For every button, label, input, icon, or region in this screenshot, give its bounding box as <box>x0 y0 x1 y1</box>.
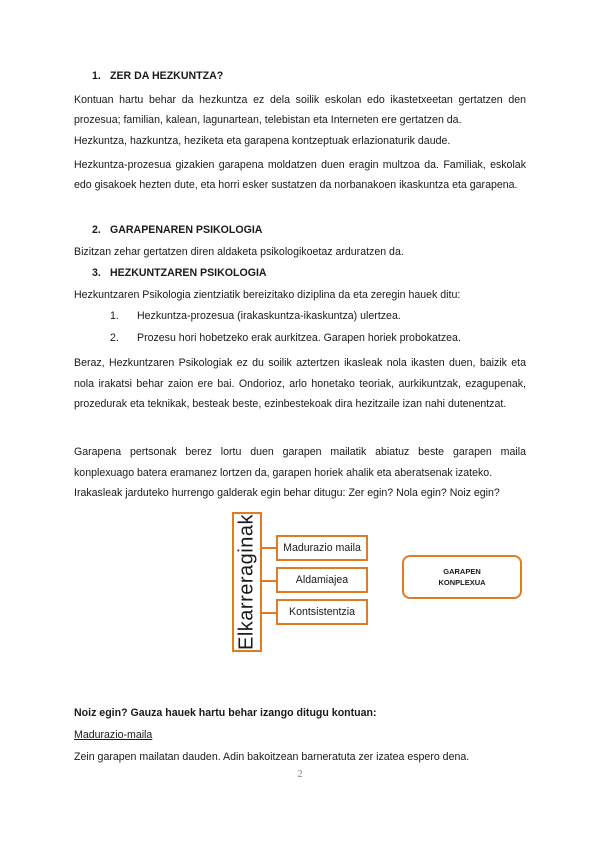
list-item-1-number: 1. <box>110 310 119 322</box>
paragraph-6: Beraz, Hezkuntzaren Psikologiak ez du soilik aztertzen ikasleak nola ikasten duen, baizik eta nola irakatsi behar zaion ere bai. Ondorioz, arlo honetako teoriak, aurkikuntzak, ezagupenak, prozedurak eta teknikak, besteak beste, ezinbestekoak dira hezitzaile izan nahi dutenentzat. <box>74 357 526 410</box>
diagram-box-kontsistentzia: Kontsistentzia <box>276 599 368 625</box>
page-number: 2 <box>297 768 303 780</box>
section-2-heading: 2. GARAPENAREN PSIKOLOGIA <box>92 224 263 236</box>
paragraph-7: Garapena pertsonak berez lortu duen garapen mailatik abiatuz beste garapen maila konplexuago batera eramanez lortzen da, garapen horiek ahalik eta aberatsenak izateko. <box>74 446 526 479</box>
diagram-result-box <box>402 555 522 599</box>
section-1-heading: 1. ZER DA HEZKUNTZA? <box>92 70 224 82</box>
paragraph-11: Zein garapen mailatan dauden. Adin bakoitzean barneratuta zer izatea espero dena. <box>74 751 470 763</box>
list-item-2-text: Prozesu hori hobetzeko erak aurkitzea. Garapen horiek probokatzea. <box>137 332 461 344</box>
diagram-result-label: GARAPEN KONPLEXUA <box>438 567 486 587</box>
paragraph-9: Noiz egin? Gauza hauek hartu behar izango ditugu kontuan: <box>74 707 377 719</box>
list-item-2-number: 2. <box>110 332 119 344</box>
paragraph-3: Hezkuntza-prozesua gizakien garapena moldatzen duen eragin multzoa da. Familiak, eskolak edo gisakoek hezten dute, eta horri esker sustatzen da norbanakoen ikaskuntza eta garapena. <box>74 159 526 191</box>
diagram-vertical-box <box>232 512 262 652</box>
paragraph-5: Hezkuntzaren Psikologia zientziatik bereizitako diziplina da eta zeregin hauek ditu: <box>74 289 461 301</box>
diagram-box-aldamiajea: Aldamiajea <box>276 567 368 593</box>
paragraph-2: Hezkuntza, hazkuntza, heziketa eta garapena kontzeptuak erlazionaturik daude. <box>74 135 451 147</box>
paragraph-1: Kontuan hartu behar da hezkuntza ez dela soilik eskolan edo ikastetxeetan gertatzen den prozesua; familian, kalean, lagunartean, telebistan eta Interneten ere gertatzen da. <box>74 94 526 126</box>
paragraph-4: Bizitzan zehar gertatzen diren aldaketa psikologikoetaz arduratzen da. <box>74 246 404 258</box>
paragraph-8: Irakasleak jarduteko hurrengo galderak egin behar ditugu: Zer egin? Nola egin? Noiz egin? <box>74 487 500 499</box>
section-3-heading: 3. HEZKUNTZAREN PSIKOLOGIA <box>92 267 267 279</box>
connector-line <box>262 580 276 582</box>
diagram-box-madurazio: Madurazio maila <box>276 535 368 561</box>
connector-line <box>262 547 276 549</box>
list-item-1-text: Hezkuntza-prozesua (irakaskuntza-ikaskuntza) ulertzea. <box>137 310 401 322</box>
diagram-vertical-label: Elkarreraginak <box>235 514 258 650</box>
subheading-madurazio-maila: Madurazio-maila <box>74 729 153 741</box>
connector-line <box>262 612 276 614</box>
